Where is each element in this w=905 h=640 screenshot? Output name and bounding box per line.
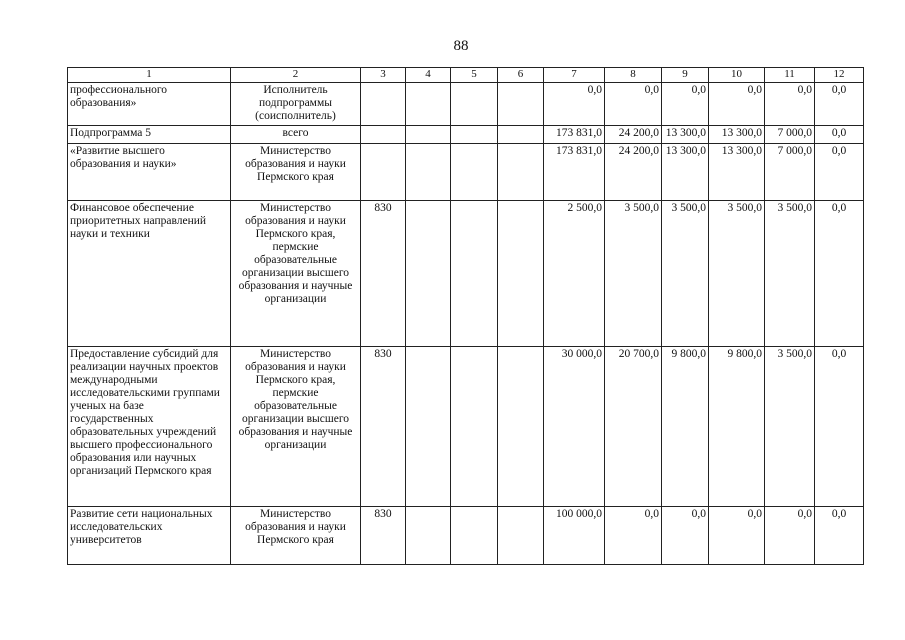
column-header: 10 <box>709 68 765 83</box>
row-col5-cell <box>451 201 498 347</box>
row-col11-cell: 0,0 <box>765 507 815 565</box>
row-code-cell <box>361 144 406 201</box>
row-executor-cell: Министерство образования и науки Пермского края, пермские образовательные организации высшего образования и научные организации <box>231 201 361 347</box>
row-col7-cell: 0,0 <box>544 83 605 126</box>
row-col9-cell: 3 500,0 <box>662 201 709 347</box>
row-col8-cell: 0,0 <box>605 507 662 565</box>
row-col6-cell <box>498 507 544 565</box>
row-col7-cell: 173 831,0 <box>544 126 605 144</box>
row-col12-cell: 0,0 <box>815 201 864 347</box>
row-col4-cell <box>406 83 451 126</box>
row-col12-cell: 0,0 <box>815 126 864 144</box>
page-number: 88 <box>453 38 469 54</box>
table-row <box>68 83 864 126</box>
column-header: 6 <box>498 68 544 83</box>
row-name-cell: профессионального образования» <box>68 83 231 126</box>
row-col4-cell <box>406 347 451 507</box>
table-row <box>68 144 864 201</box>
row-code-cell: 830 <box>361 201 406 347</box>
column-header: 3 <box>361 68 406 83</box>
row-code-cell: 830 <box>361 507 406 565</box>
row-col5-cell <box>451 507 498 565</box>
column-header: 5 <box>451 68 498 83</box>
row-col6-cell <box>498 201 544 347</box>
row-col11-cell: 7 000,0 <box>765 126 815 144</box>
row-col8-cell: 3 500,0 <box>605 201 662 347</box>
row-col8-cell: 24 200,0 <box>605 144 662 201</box>
row-executor-cell: Министерство образования и науки Пермского края, пермские образовательные организации высшего образования и научные организации <box>231 347 361 507</box>
row-col9-cell: 9 800,0 <box>662 347 709 507</box>
row-name-cell: Развитие сети национальных исследовательских университетов <box>68 507 231 565</box>
row-col4-cell <box>406 201 451 347</box>
row-col5-cell <box>451 126 498 144</box>
row-col6-cell <box>498 144 544 201</box>
row-col6-cell <box>498 83 544 126</box>
column-header: 8 <box>605 68 662 83</box>
table-row <box>68 347 864 507</box>
row-name-cell: Предоставление субсидий для реализации научных проектов международными исследовательскими группами ученых на базе государственных образовательных учреждений высшего профессионального образования или научных организаций Пермского края <box>68 347 231 507</box>
row-name-cell: Финансовое обеспечение приоритетных направлений науки и техники <box>68 201 231 347</box>
row-code-cell <box>361 83 406 126</box>
row-name-cell: Подпрограмма 5 <box>68 126 231 144</box>
row-col9-cell: 13 300,0 <box>662 126 709 144</box>
column-header: 9 <box>662 68 709 83</box>
row-col11-cell: 3 500,0 <box>765 201 815 347</box>
row-col5-cell <box>451 144 498 201</box>
row-col8-cell: 0,0 <box>605 83 662 126</box>
row-col6-cell <box>498 347 544 507</box>
row-col10-cell: 0,0 <box>709 507 765 565</box>
row-col10-cell: 9 800,0 <box>709 347 765 507</box>
row-code-cell <box>361 126 406 144</box>
row-col11-cell: 0,0 <box>765 83 815 126</box>
row-col12-cell: 0,0 <box>815 144 864 201</box>
row-col5-cell <box>451 83 498 126</box>
column-header: 2 <box>231 68 361 83</box>
row-col11-cell: 7 000,0 <box>765 144 815 201</box>
row-col4-cell <box>406 144 451 201</box>
row-executor-cell: Исполнитель подпрограммы (соисполнитель) <box>231 83 361 126</box>
row-col9-cell: 13 300,0 <box>662 144 709 201</box>
row-executor-cell: всего <box>231 126 361 144</box>
budget-table <box>67 67 864 565</box>
row-col8-cell: 24 200,0 <box>605 126 662 144</box>
row-executor-cell: Министерство образования и науки Пермского края <box>231 144 361 201</box>
row-col11-cell: 3 500,0 <box>765 347 815 507</box>
row-col12-cell: 0,0 <box>815 83 864 126</box>
row-col10-cell: 3 500,0 <box>709 201 765 347</box>
table-row <box>68 201 864 347</box>
row-col7-cell: 173 831,0 <box>544 144 605 201</box>
row-col9-cell: 0,0 <box>662 83 709 126</box>
row-col10-cell: 0,0 <box>709 83 765 126</box>
row-col12-cell: 0,0 <box>815 347 864 507</box>
row-col12-cell: 0,0 <box>815 507 864 565</box>
row-col6-cell <box>498 126 544 144</box>
row-col10-cell: 13 300,0 <box>709 126 765 144</box>
row-col5-cell <box>451 347 498 507</box>
row-col8-cell: 20 700,0 <box>605 347 662 507</box>
table-header-row <box>68 68 864 83</box>
row-col9-cell: 0,0 <box>662 507 709 565</box>
table-row <box>68 126 864 144</box>
row-code-cell: 830 <box>361 347 406 507</box>
row-executor-cell: Министерство образования и науки Пермского края <box>231 507 361 565</box>
row-col4-cell <box>406 507 451 565</box>
column-header: 11 <box>765 68 815 83</box>
column-header: 7 <box>544 68 605 83</box>
row-col10-cell: 13 300,0 <box>709 144 765 201</box>
row-col7-cell: 30 000,0 <box>544 347 605 507</box>
column-header: 4 <box>406 68 451 83</box>
row-col7-cell: 2 500,0 <box>544 201 605 347</box>
row-col4-cell <box>406 126 451 144</box>
row-col7-cell: 100 000,0 <box>544 507 605 565</box>
column-header: 12 <box>815 68 864 83</box>
row-name-cell: «Развитие высшего образования и науки» <box>68 144 231 201</box>
column-header: 1 <box>68 68 231 83</box>
table-row <box>68 507 864 565</box>
